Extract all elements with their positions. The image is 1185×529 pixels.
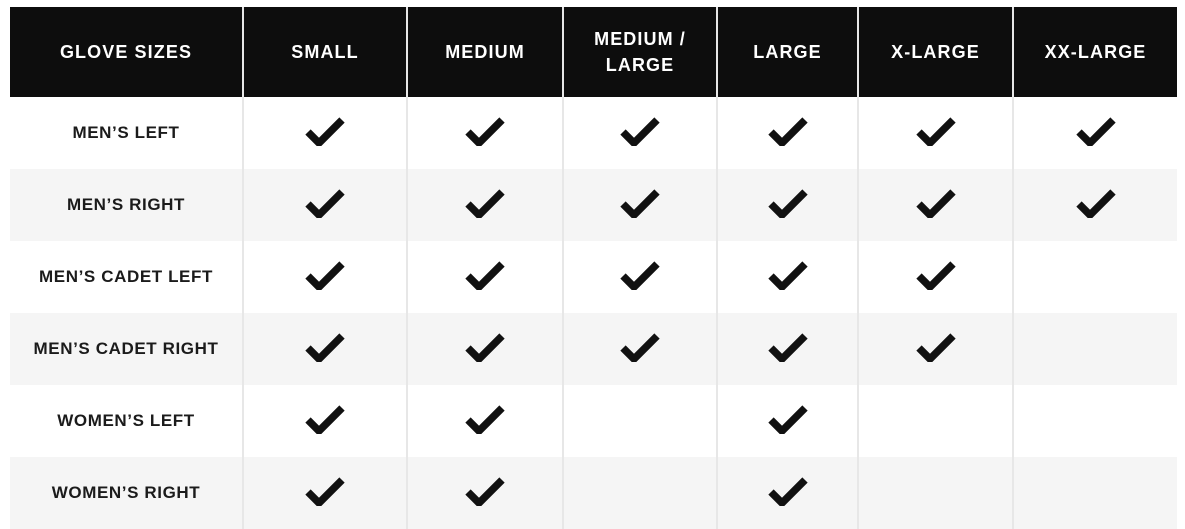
availability-cell	[563, 385, 717, 457]
row-label: WOMEN’S LEFT	[10, 385, 243, 457]
column-header-medium-large: MEDIUM / LARGE	[563, 7, 717, 97]
availability-cell	[563, 313, 717, 385]
table-row-women-s-left	[10, 385, 1177, 457]
check-icon	[1075, 116, 1117, 146]
availability-cell	[858, 97, 1013, 169]
table-row-men-s-cadet-right	[10, 313, 1177, 385]
check-icon	[915, 188, 957, 218]
check-icon	[619, 332, 661, 362]
check-icon	[767, 332, 809, 362]
column-header-glove-sizes: GLOVE SIZES	[10, 7, 243, 97]
availability-cell	[717, 169, 858, 241]
availability-cell	[407, 385, 563, 457]
availability-cell	[1013, 313, 1177, 385]
check-icon	[767, 404, 809, 434]
size-table	[10, 7, 1177, 529]
availability-cell	[243, 313, 407, 385]
header-row	[10, 7, 1177, 97]
check-icon	[464, 116, 506, 146]
check-icon	[915, 332, 957, 362]
check-icon	[619, 260, 661, 290]
availability-cell	[243, 457, 407, 529]
check-icon	[464, 332, 506, 362]
column-header-x-large: X-LARGE	[858, 7, 1013, 97]
check-icon	[304, 260, 346, 290]
check-icon	[304, 404, 346, 434]
column-header-large: LARGE	[717, 7, 858, 97]
availability-cell	[563, 457, 717, 529]
table-row-men-s-right	[10, 169, 1177, 241]
availability-cell	[717, 385, 858, 457]
availability-cell	[407, 169, 563, 241]
check-icon	[304, 332, 346, 362]
check-icon	[304, 188, 346, 218]
availability-cell	[407, 313, 563, 385]
availability-cell	[563, 97, 717, 169]
availability-cell	[1013, 169, 1177, 241]
availability-cell	[858, 169, 1013, 241]
size-table-header	[10, 7, 1177, 97]
check-icon	[1075, 188, 1117, 218]
row-label: MEN’S CADET LEFT	[10, 241, 243, 313]
check-icon	[767, 188, 809, 218]
glove-size-chart	[10, 7, 1177, 529]
availability-cell	[243, 241, 407, 313]
availability-cell	[717, 457, 858, 529]
availability-cell	[717, 97, 858, 169]
availability-cell	[858, 241, 1013, 313]
availability-cell	[407, 241, 563, 313]
availability-cell	[1013, 241, 1177, 313]
check-icon	[767, 116, 809, 146]
availability-cell	[717, 241, 858, 313]
check-icon	[464, 404, 506, 434]
availability-cell	[563, 169, 717, 241]
row-label: MEN’S CADET RIGHT	[10, 313, 243, 385]
availability-cell	[243, 385, 407, 457]
check-icon	[915, 260, 957, 290]
availability-cell	[243, 169, 407, 241]
table-row-men-s-left	[10, 97, 1177, 169]
row-label: WOMEN’S RIGHT	[10, 457, 243, 529]
availability-cell	[1013, 385, 1177, 457]
availability-cell	[1013, 457, 1177, 529]
availability-cell	[1013, 97, 1177, 169]
column-header-xx-large: XX-LARGE	[1013, 7, 1177, 97]
check-icon	[304, 476, 346, 506]
check-icon	[304, 116, 346, 146]
check-icon	[915, 116, 957, 146]
check-icon	[464, 260, 506, 290]
column-header-medium: MEDIUM	[407, 7, 563, 97]
availability-cell	[243, 97, 407, 169]
availability-cell	[858, 313, 1013, 385]
availability-cell	[407, 97, 563, 169]
check-icon	[464, 188, 506, 218]
size-table-body	[10, 97, 1177, 529]
table-row-women-s-right	[10, 457, 1177, 529]
row-label: MEN’S RIGHT	[10, 169, 243, 241]
check-icon	[767, 260, 809, 290]
column-header-small: SMALL	[243, 7, 407, 97]
availability-cell	[717, 313, 858, 385]
availability-cell	[407, 457, 563, 529]
availability-cell	[858, 385, 1013, 457]
table-row-men-s-cadet-left	[10, 241, 1177, 313]
check-icon	[619, 116, 661, 146]
availability-cell	[563, 241, 717, 313]
check-icon	[767, 476, 809, 506]
check-icon	[464, 476, 506, 506]
row-label: MEN’S LEFT	[10, 97, 243, 169]
availability-cell	[858, 457, 1013, 529]
check-icon	[619, 188, 661, 218]
